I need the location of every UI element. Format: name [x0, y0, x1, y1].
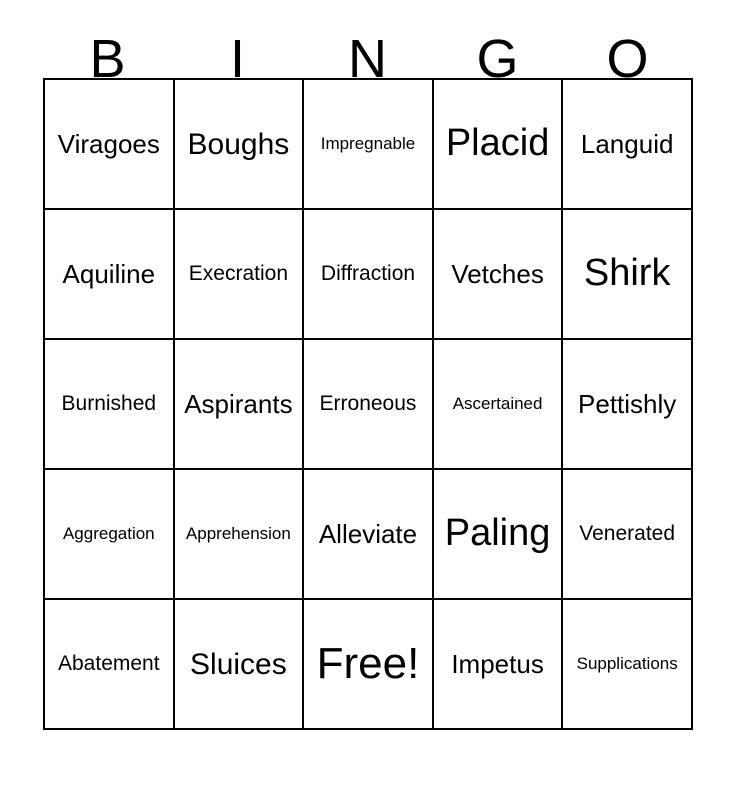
bingo-cell[interactable] — [563, 210, 693, 340]
bingo-cell[interactable] — [304, 210, 434, 340]
bingo-cell-label: Boughs — [187, 127, 290, 161]
bingo-cell[interactable] — [434, 80, 564, 210]
bingo-cell-label: Abatement — [58, 652, 160, 676]
bingo-cell[interactable] — [45, 470, 175, 600]
bingo-grid — [43, 78, 693, 730]
bingo-row — [45, 470, 693, 600]
bingo-cell[interactable] — [434, 210, 564, 340]
header-letter-n: N — [348, 29, 388, 89]
bingo-cell[interactable] — [45, 210, 175, 340]
header-letter-o: O — [606, 29, 650, 89]
bingo-row — [45, 600, 693, 730]
bingo-cell-label: Apprehension — [185, 523, 291, 543]
bingo-cell[interactable] — [434, 600, 564, 730]
bingo-cell-label: Execration — [188, 262, 288, 286]
bingo-cell-label: Impetus — [451, 648, 544, 679]
bingo-cell[interactable] — [175, 340, 305, 470]
bingo-cell[interactable] — [563, 470, 693, 600]
bingo-cell[interactable] — [304, 80, 434, 210]
bingo-cell[interactable] — [45, 80, 175, 210]
bingo-cell-label: Pettishly — [578, 388, 677, 419]
bingo-cell[interactable] — [175, 600, 305, 730]
bingo-cell-label: Impregnable — [320, 133, 416, 153]
header-letter-g: G — [476, 29, 520, 89]
header-letter-i: I — [229, 29, 246, 89]
bingo-cell-label: Alleviate — [318, 518, 418, 549]
bingo-cell[interactable] — [304, 340, 434, 470]
bingo-cell-label: Supplications — [576, 653, 678, 673]
bingo-cell[interactable] — [434, 470, 564, 600]
bingo-cell[interactable] — [563, 340, 693, 470]
bingo-cell-label: Shirk — [583, 252, 671, 295]
bingo-cell-label: Sluices — [190, 647, 287, 681]
bingo-cell-label: Venerated — [579, 522, 676, 546]
bingo-cell[interactable] — [175, 80, 305, 210]
bingo-cell[interactable] — [563, 600, 693, 730]
bingo-cell-label: Aggregation — [62, 523, 155, 543]
bingo-row — [45, 80, 693, 210]
bingo-cell[interactable] — [175, 210, 305, 340]
bingo-row — [45, 340, 693, 470]
bingo-cell-label: Burnished — [61, 392, 157, 416]
bingo-cell-label: Languid — [580, 128, 674, 159]
bingo-cell-label: Viragoes — [57, 128, 160, 159]
bingo-cell-label: Paling — [444, 512, 551, 555]
bingo-header — [43, 0, 693, 89]
bingo-cell[interactable] — [434, 340, 564, 470]
bingo-cell-label: Free! — [316, 638, 420, 688]
bingo-cell-label: Aspirants — [184, 388, 293, 419]
bingo-cell-free[interactable] — [304, 600, 434, 730]
bingo-row — [45, 210, 693, 340]
bingo-cell-label: Ascertained — [452, 393, 543, 413]
bingo-cell[interactable] — [45, 340, 175, 470]
bingo-cell[interactable] — [304, 470, 434, 600]
bingo-cell[interactable] — [563, 80, 693, 210]
bingo-cell-label: Vetches — [451, 258, 544, 289]
bingo-cell-label: Placid — [445, 122, 550, 165]
header-letter-b: B — [89, 29, 127, 89]
bingo-cell[interactable] — [45, 600, 175, 730]
bingo-cell-label: Erroneous — [319, 392, 417, 416]
bingo-cell-label: Aquiline — [62, 258, 156, 289]
bingo-cell-label: Diffraction — [320, 262, 416, 286]
bingo-cell[interactable] — [175, 470, 305, 600]
